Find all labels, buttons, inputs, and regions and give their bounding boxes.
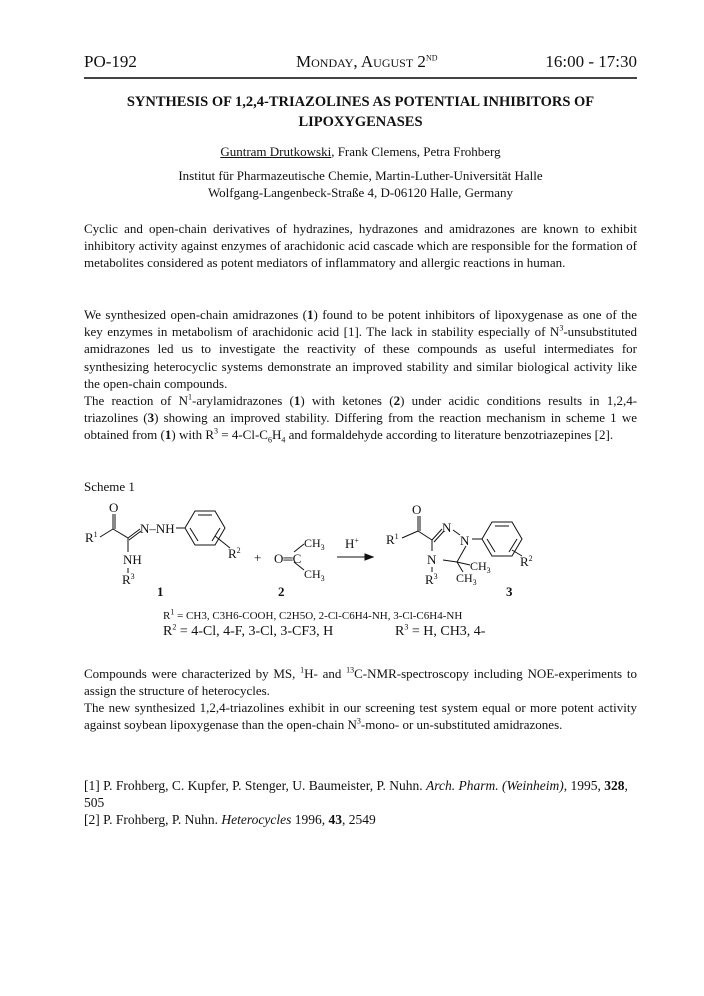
t: = H, CH3, 4- [408, 624, 486, 639]
r1-label: $R^1$ [85, 530, 98, 545]
t: [1] P. Frohberg, C. Kupfer, P. Stenger, U. Baumeister, P. Nuhn. [84, 778, 426, 793]
compound-ref: 1 [164, 427, 172, 443]
r1-label: $R^1$ [386, 532, 399, 547]
r2-r3-substituents [163, 624, 563, 640]
methyl-label: $CH_3$ [470, 559, 491, 575]
oxygen-label: O [109, 500, 119, 515]
t: R [163, 610, 171, 622]
sub: 4 [281, 436, 286, 445]
t: ) showing an improved stability. Differing from the reaction mechanism in scheme 1 we obtained from ( [84, 410, 637, 443]
reference-2 [84, 811, 637, 828]
sup: 1 [188, 392, 193, 402]
t: The reaction of N [84, 393, 189, 408]
t: C-NMR-spectroscopy including NOE-experiments to assign the structure of heterocycles. [84, 666, 637, 699]
t: H- and [304, 666, 347, 681]
paragraph-1: Cyclic and open-chain derivatives of hydrazines, hydrazones and amidrazones are known to exhibit inhibitory activity against enzymes of arachidonic acid cascade which are responsible for the formation of metabolites considered as potent mediators of inflammatory and allergic reactions in human. [84, 221, 637, 271]
t: and formaldehyde according to literature benzotriazepines [2]. [285, 427, 614, 443]
journal: Heterocycles [221, 812, 292, 828]
t: H [271, 427, 282, 443]
t: R [163, 624, 173, 639]
plus-sign: + [254, 550, 262, 565]
day-sup: ND [425, 53, 438, 63]
paragraph-3 [84, 392, 637, 444]
n-nh-label: N–NH [140, 521, 175, 536]
scheme-label: Scheme 1 [84, 479, 135, 494]
carbonyl-label: O═C [274, 551, 302, 566]
t: -unsubstituted amidrazones led us to investigate the reactivity of these compounds as useful intermediates for synthesizing heterocyclic systems demonstrate an improved stability and similar biological activity like the open-chain compounds. [84, 324, 637, 391]
reaction-scheme [80, 480, 560, 610]
t: ) found to be potent inhibitors of lipoxygenase as one of the key enzymes in metabolism of arachidonic acid [1]. The lack in stability especially of N [84, 307, 637, 340]
r3-label: $R^3$ [122, 572, 135, 587]
n2-label: N [442, 520, 452, 535]
session-time: 16:00 - 17:30 [545, 52, 637, 71]
methyl-label: $CH_3$ [304, 567, 325, 583]
compound-3-label: 3 [506, 584, 513, 599]
compound-ref: 1 [293, 393, 301, 408]
sup: 2 [172, 622, 177, 632]
compound-2-label: 2 [278, 584, 285, 599]
r2-substituents [163, 624, 333, 639]
institution-line1: Institut für Pharmazeutische Chemie, Martin-Luther-Universität Halle [178, 168, 543, 183]
t: = 4-Cl-C [218, 427, 268, 443]
session-day [296, 52, 438, 72]
volume: 328 [604, 778, 625, 793]
sup: 3 [356, 716, 361, 726]
t: Compounds were characterized by MS, [84, 666, 301, 681]
t: [2] P. Frohberg, P. Nuhn. [84, 812, 222, 828]
t: = 4-Cl, 4-F, 3-Cl, 3-CF3, H [176, 624, 334, 639]
sup: 3 [559, 323, 564, 333]
t: , 505 [84, 778, 628, 811]
reference-1 [84, 777, 637, 811]
acid-catalyst-label: H+ [345, 536, 359, 551]
compound-ref: 3 [147, 410, 155, 426]
compound-ref: 2 [393, 393, 401, 408]
compound-ref: 1 [307, 307, 314, 322]
t: 1996, [291, 812, 329, 828]
journal: Arch. Pharm. (Weinheim) [425, 778, 564, 793]
r3-label: $R^3$ [425, 572, 438, 587]
paragraph-2 [84, 306, 637, 392]
volume: 43 [328, 812, 342, 828]
arrow-head-icon [365, 554, 373, 560]
nh-label: NH [123, 552, 142, 567]
sup: 13 [346, 665, 355, 675]
sup: 1 [300, 665, 305, 675]
t: -mono- or un-substituted amidrazones. [360, 717, 563, 733]
sup: 3 [214, 427, 218, 437]
paragraph-4 [84, 665, 637, 699]
paragraph-5 [84, 699, 637, 733]
oxygen-label: O [412, 502, 422, 517]
methyl-label: $CH_3$ [304, 536, 325, 552]
institution [84, 167, 637, 201]
t: ) with R [171, 427, 214, 443]
sub: 6 [267, 436, 272, 445]
t: We synthesized open-chain amidrazones ( [84, 307, 308, 322]
n1-label: N [460, 533, 470, 548]
presenting-author: Guntram Drutkowski [220, 144, 332, 159]
t: , 1995, [563, 778, 605, 793]
r3-substituents [395, 624, 485, 640]
t: , 2549 [341, 812, 376, 828]
institution-line2: Wolfgang-Langenbeck-Straße 4, D-06120 Halle, Germany [207, 185, 514, 200]
methyl-label: $CH_3$ [456, 571, 477, 587]
r2-label: $R^2$ [228, 546, 241, 561]
r1-substituents [163, 607, 463, 622]
t: R [395, 624, 405, 639]
sup: 1 [170, 607, 175, 617]
t: The new synthesized 1,2,4-triazolines exhibit in our screening test system equal or more potent activity against soybean lipoxygenase than the open-chain N [84, 700, 637, 733]
t: -arylamidrazones ( [192, 393, 294, 408]
t: = CH3, C3H6-COOH, C2H5O, 2-Cl-C6H4-NH, 3-Cl-C6H4-NH [174, 610, 463, 622]
t: ) under acidic conditions results in 1,2,4-triazolines ( [84, 393, 638, 426]
authors [84, 144, 637, 160]
t: ) with ketones ( [300, 393, 394, 408]
header-rule [84, 77, 637, 79]
sup: 3 [404, 622, 409, 632]
compound-1-label: 1 [157, 584, 164, 599]
abstract-title: SYNTHESIS OF 1,2,4-TRIAZOLINES AS POTENTIAL INHIBITORS OF LIPOXYGENASES [126, 94, 595, 130]
co-authors: , Frank Clemens, Petra Frohberg [331, 144, 501, 159]
r2-label: $R^2$ [520, 554, 533, 569]
poster-code: PO-192 [84, 52, 137, 71]
references [84, 777, 637, 829]
day-text: Monday, August 2 [296, 52, 426, 71]
n4-label: N [427, 552, 437, 567]
page-header [84, 52, 637, 72]
